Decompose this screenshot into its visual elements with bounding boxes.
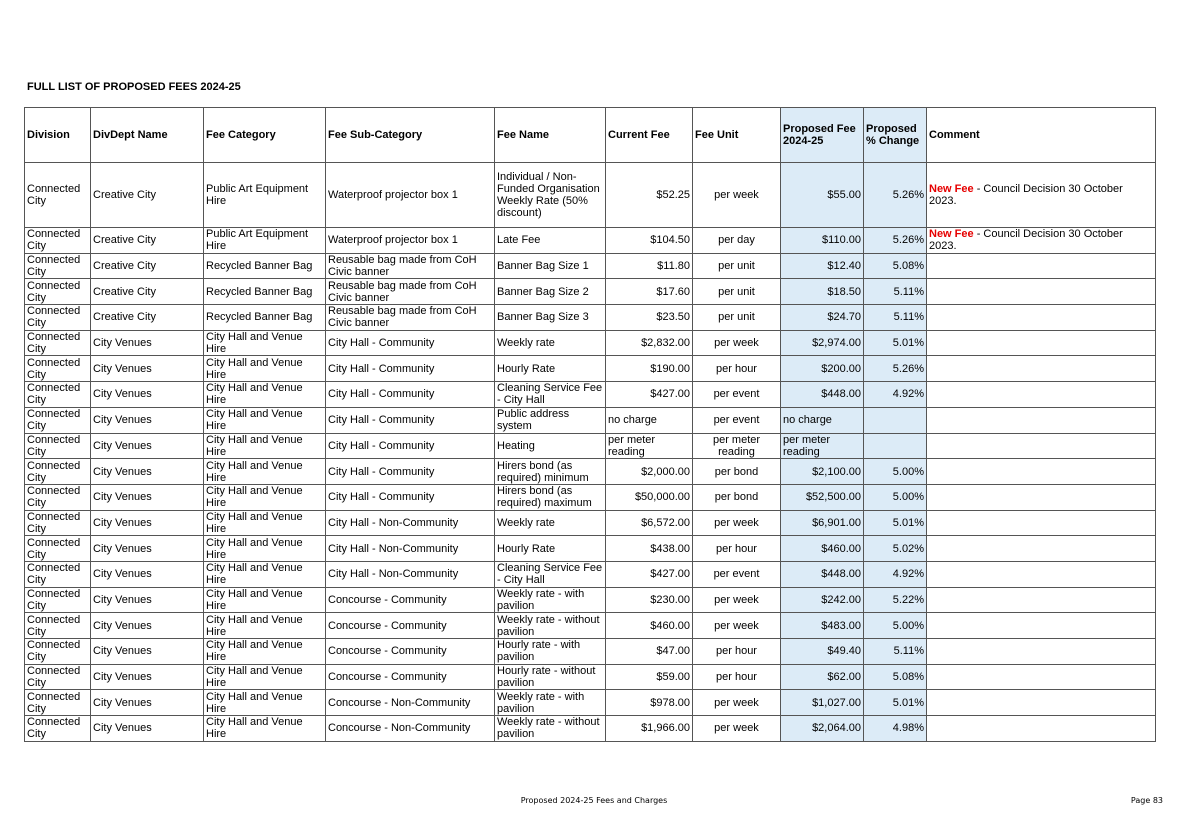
cell-fee-name: Weekly rate xyxy=(495,510,606,536)
cell-fee-unit: per bond xyxy=(693,459,781,485)
cell-proposed-fee: $483.00 xyxy=(781,613,864,639)
cell-comment xyxy=(927,536,1156,562)
cell-division: Connected City xyxy=(25,330,91,356)
table-row xyxy=(25,163,1156,228)
cell-percent-change xyxy=(864,433,927,459)
cell-subcategory: City Hall - Community xyxy=(326,459,495,485)
cell-comment xyxy=(927,253,1156,279)
cell-fee-unit: per week xyxy=(693,716,781,742)
cell-current-fee: $460.00 xyxy=(606,613,693,639)
cell-fee-unit: per event xyxy=(693,407,781,433)
cell-percent-change: 5.11% xyxy=(864,279,927,305)
header-subcategory: Fee Sub-Category xyxy=(326,108,495,163)
cell-category: City Hall and Venue Hire xyxy=(204,510,326,536)
header-divdept: DivDept Name xyxy=(91,108,204,163)
cell-proposed-fee: $200.00 xyxy=(781,356,864,382)
cell-percent-change: 5.00% xyxy=(864,459,927,485)
cell-subcategory: City Hall - Community xyxy=(326,407,495,433)
cell-category: City Hall and Venue Hire xyxy=(204,639,326,665)
cell-fee-name: Banner Bag Size 2 xyxy=(495,279,606,305)
cell-divdept: Creative City xyxy=(91,305,204,331)
cell-division: Connected City xyxy=(25,561,91,587)
cell-current-fee: $17.60 xyxy=(606,279,693,305)
header-category: Fee Category xyxy=(204,108,326,163)
cell-fee-name: Heating xyxy=(495,433,606,459)
cell-fee-name: Weekly rate - with pavilion xyxy=(495,690,606,716)
cell-subcategory: City Hall - Community xyxy=(326,433,495,459)
cell-category: City Hall and Venue Hire xyxy=(204,664,326,690)
cell-comment xyxy=(927,510,1156,536)
table-row xyxy=(25,407,1156,433)
cell-subcategory: City Hall - Community xyxy=(326,330,495,356)
cell-comment xyxy=(927,716,1156,742)
cell-subcategory: Concourse - Community xyxy=(326,664,495,690)
table-row xyxy=(25,639,1156,665)
cell-subcategory: Concourse - Non-Community xyxy=(326,716,495,742)
cell-current-fee: $104.50 xyxy=(606,228,693,254)
cell-category: Recycled Banner Bag xyxy=(204,305,326,331)
cell-fee-name: Hourly Rate xyxy=(495,536,606,562)
table-row xyxy=(25,690,1156,716)
cell-divdept: Creative City xyxy=(91,228,204,254)
cell-current-fee: $978.00 xyxy=(606,690,693,716)
cell-subcategory: Concourse - Community xyxy=(326,639,495,665)
cell-subcategory: City Hall - Community xyxy=(326,484,495,510)
cell-divdept: City Venues xyxy=(91,664,204,690)
cell-fee-name: Late Fee xyxy=(495,228,606,254)
cell-proposed-fee: $24.70 xyxy=(781,305,864,331)
cell-current-fee: per meter reading xyxy=(606,433,693,459)
new-fee-label: New Fee xyxy=(929,183,974,195)
table-row xyxy=(25,305,1156,331)
cell-subcategory: Reusable bag made from CoH Civic banner xyxy=(326,279,495,305)
cell-divdept: City Venues xyxy=(91,382,204,408)
cell-percent-change: 5.08% xyxy=(864,253,927,279)
cell-divdept: City Venues xyxy=(91,433,204,459)
cell-current-fee: $47.00 xyxy=(606,639,693,665)
cell-category: Public Art Equipment Hire xyxy=(204,163,326,228)
cell-percent-change: 5.00% xyxy=(864,484,927,510)
cell-fee-name: Hirers bond (as required) maximum xyxy=(495,484,606,510)
comment-text: - Council Decision 30 October 2023. xyxy=(929,183,1123,207)
cell-comment xyxy=(927,356,1156,382)
cell-current-fee: $52.25 xyxy=(606,163,693,228)
cell-division: Connected City xyxy=(25,228,91,254)
cell-fee-unit: per unit xyxy=(693,305,781,331)
cell-comment xyxy=(927,613,1156,639)
cell-fee-unit: per hour xyxy=(693,536,781,562)
cell-fee-name: Cleaning Service Fee - City Hall xyxy=(495,382,606,408)
table-row xyxy=(25,716,1156,742)
cell-current-fee: $438.00 xyxy=(606,536,693,562)
cell-percent-change: 5.01% xyxy=(864,330,927,356)
cell-fee-name: Cleaning Service Fee - City Hall xyxy=(495,561,606,587)
cell-proposed-fee: $18.50 xyxy=(781,279,864,305)
cell-proposed-fee: $242.00 xyxy=(781,587,864,613)
cell-category: City Hall and Venue Hire xyxy=(204,561,326,587)
table-row xyxy=(25,330,1156,356)
cell-fee-unit: per unit xyxy=(693,253,781,279)
cell-fee-name: Banner Bag Size 1 xyxy=(495,253,606,279)
cell-proposed-fee: $2,100.00 xyxy=(781,459,864,485)
cell-division: Connected City xyxy=(25,382,91,408)
cell-subcategory: Concourse - Community xyxy=(326,613,495,639)
cell-fee-unit: per event xyxy=(693,382,781,408)
table-row xyxy=(25,587,1156,613)
cell-comment xyxy=(927,163,1156,228)
table-row xyxy=(25,356,1156,382)
cell-percent-change: 5.26% xyxy=(864,356,927,382)
cell-proposed-fee: $6,901.00 xyxy=(781,510,864,536)
cell-category: City Hall and Venue Hire xyxy=(204,587,326,613)
header-proposed-fee: Proposed Fee 2024-25 xyxy=(781,108,864,163)
cell-category: Public Art Equipment Hire xyxy=(204,228,326,254)
fees-table-body xyxy=(25,163,1156,742)
cell-category: City Hall and Venue Hire xyxy=(204,459,326,485)
cell-division: Connected City xyxy=(25,664,91,690)
cell-current-fee: $11.80 xyxy=(606,253,693,279)
cell-fee-unit: per day xyxy=(693,228,781,254)
cell-divdept: Creative City xyxy=(91,163,204,228)
table-row xyxy=(25,382,1156,408)
page-number: Page 83 xyxy=(1130,796,1163,805)
cell-divdept: City Venues xyxy=(91,330,204,356)
cell-divdept: Creative City xyxy=(91,279,204,305)
cell-percent-change: 5.26% xyxy=(864,228,927,254)
cell-subcategory: City Hall - Non-Community xyxy=(326,536,495,562)
table-row xyxy=(25,613,1156,639)
cell-fee-unit: per unit xyxy=(693,279,781,305)
cell-comment xyxy=(927,664,1156,690)
cell-percent-change: 4.92% xyxy=(864,561,927,587)
cell-percent-change: 5.01% xyxy=(864,510,927,536)
cell-percent-change: 5.08% xyxy=(864,664,927,690)
cell-current-fee: $2,000.00 xyxy=(606,459,693,485)
cell-division: Connected City xyxy=(25,163,91,228)
table-row xyxy=(25,664,1156,690)
cell-subcategory: Concourse - Community xyxy=(326,587,495,613)
page-title: FULL LIST OF PROPOSED FEES 2024-25 xyxy=(27,81,241,93)
cell-comment xyxy=(927,330,1156,356)
cell-category: City Hall and Venue Hire xyxy=(204,536,326,562)
cell-comment xyxy=(927,639,1156,665)
cell-divdept: City Venues xyxy=(91,536,204,562)
cell-proposed-fee: $460.00 xyxy=(781,536,864,562)
cell-current-fee: $6,572.00 xyxy=(606,510,693,536)
cell-current-fee: $230.00 xyxy=(606,587,693,613)
cell-divdept: City Venues xyxy=(91,510,204,536)
cell-subcategory: Waterproof projector box 1 xyxy=(326,163,495,228)
comment-text: - Council Decision 30 October 2023. xyxy=(929,228,1123,253)
cell-fee-name: Hourly Rate xyxy=(495,356,606,382)
cell-fee-name: Public address system xyxy=(495,407,606,433)
cell-category: City Hall and Venue Hire xyxy=(204,690,326,716)
cell-percent-change: 5.00% xyxy=(864,613,927,639)
header-division: Division xyxy=(25,108,91,163)
cell-divdept: Creative City xyxy=(91,253,204,279)
cell-fee-name: Hourly rate - with pavilion xyxy=(495,639,606,665)
table-row xyxy=(25,561,1156,587)
cell-category: City Hall and Venue Hire xyxy=(204,356,326,382)
cell-divdept: City Venues xyxy=(91,587,204,613)
cell-proposed-fee: $12.40 xyxy=(781,253,864,279)
cell-current-fee: no charge xyxy=(606,407,693,433)
cell-comment xyxy=(927,484,1156,510)
cell-category: City Hall and Venue Hire xyxy=(204,433,326,459)
cell-division: Connected City xyxy=(25,433,91,459)
table-row xyxy=(25,279,1156,305)
cell-category: City Hall and Venue Hire xyxy=(204,716,326,742)
cell-fee-unit: per hour xyxy=(693,664,781,690)
cell-subcategory: Concourse - Non-Community xyxy=(326,690,495,716)
cell-fee-unit: per hour xyxy=(693,639,781,665)
cell-division: Connected City xyxy=(25,279,91,305)
cell-division: Connected City xyxy=(25,407,91,433)
cell-comment xyxy=(927,228,1156,254)
cell-division: Connected City xyxy=(25,510,91,536)
cell-fee-name: Weekly rate xyxy=(495,330,606,356)
cell-category: City Hall and Venue Hire xyxy=(204,382,326,408)
cell-comment xyxy=(927,279,1156,305)
cell-proposed-fee: $2,974.00 xyxy=(781,330,864,356)
cell-current-fee: $59.00 xyxy=(606,664,693,690)
cell-divdept: City Venues xyxy=(91,459,204,485)
cell-divdept: City Venues xyxy=(91,407,204,433)
cell-division: Connected City xyxy=(25,484,91,510)
footer-title: Proposed 2024-25 Fees and Charges xyxy=(520,796,668,805)
cell-divdept: City Venues xyxy=(91,716,204,742)
cell-category: City Hall and Venue Hire xyxy=(204,484,326,510)
cell-division: Connected City xyxy=(25,587,91,613)
cell-comment xyxy=(927,407,1156,433)
cell-fee-unit: per week xyxy=(693,690,781,716)
cell-proposed-fee: $1,027.00 xyxy=(781,690,864,716)
header-current-fee: Current Fee xyxy=(606,108,693,163)
cell-fee-name: Weekly rate - with pavilion xyxy=(495,587,606,613)
table-row xyxy=(25,536,1156,562)
cell-fee-name: Hirers bond (as required) minimum xyxy=(495,459,606,485)
table-row xyxy=(25,433,1156,459)
cell-divdept: City Venues xyxy=(91,356,204,382)
cell-fee-unit: per week xyxy=(693,330,781,356)
cell-comment xyxy=(927,305,1156,331)
table-row xyxy=(25,228,1156,254)
cell-fee-name: Hourly rate - without pavilion xyxy=(495,664,606,690)
cell-fee-unit: per bond xyxy=(693,484,781,510)
cell-percent-change xyxy=(864,407,927,433)
cell-current-fee: $190.00 xyxy=(606,356,693,382)
cell-fee-name: Individual / Non-Funded Organisation Weekly Rate (50% discount) xyxy=(495,163,606,228)
cell-division: Connected City xyxy=(25,536,91,562)
header-fee-unit: Fee Unit xyxy=(693,108,781,163)
cell-divdept: City Venues xyxy=(91,690,204,716)
cell-category: City Hall and Venue Hire xyxy=(204,613,326,639)
cell-current-fee: $50,000.00 xyxy=(606,484,693,510)
cell-current-fee: $427.00 xyxy=(606,561,693,587)
cell-fee-unit: per meter reading xyxy=(693,433,781,459)
cell-fee-name: Banner Bag Size 3 xyxy=(495,305,606,331)
cell-division: Connected City xyxy=(25,305,91,331)
cell-division: Connected City xyxy=(25,613,91,639)
cell-percent-change: 4.98% xyxy=(864,716,927,742)
cell-current-fee: $1,966.00 xyxy=(606,716,693,742)
cell-fee-unit: per hour xyxy=(693,356,781,382)
cell-division: Connected City xyxy=(25,639,91,665)
cell-fee-unit: per week xyxy=(693,163,781,228)
cell-comment xyxy=(927,690,1156,716)
cell-percent-change: 5.11% xyxy=(864,639,927,665)
header-row xyxy=(25,108,1156,163)
cell-fee-name: Weekly rate - without pavilion xyxy=(495,613,606,639)
cell-subcategory: City Hall - Community xyxy=(326,356,495,382)
cell-percent-change: 4.92% xyxy=(864,382,927,408)
cell-divdept: City Venues xyxy=(91,639,204,665)
cell-proposed-fee: $2,064.00 xyxy=(781,716,864,742)
cell-proposed-fee: $52,500.00 xyxy=(781,484,864,510)
cell-fee-unit: per week xyxy=(693,510,781,536)
cell-subcategory: City Hall - Non-Community xyxy=(326,510,495,536)
cell-category: Recycled Banner Bag xyxy=(204,279,326,305)
header-percent-change: Proposed % Change xyxy=(864,108,927,163)
fees-table xyxy=(24,107,1156,742)
new-fee-label: New Fee xyxy=(929,228,974,241)
cell-comment xyxy=(927,433,1156,459)
cell-subcategory: Waterproof projector box 1 xyxy=(326,228,495,254)
cell-proposed-fee: $49.40 xyxy=(781,639,864,665)
cell-category: City Hall and Venue Hire xyxy=(204,407,326,433)
cell-subcategory: City Hall - Non-Community xyxy=(326,561,495,587)
cell-comment xyxy=(927,587,1156,613)
cell-percent-change: 5.11% xyxy=(864,305,927,331)
cell-fee-unit: per week xyxy=(693,613,781,639)
cell-current-fee: $427.00 xyxy=(606,382,693,408)
cell-proposed-fee: $62.00 xyxy=(781,664,864,690)
cell-division: Connected City xyxy=(25,690,91,716)
cell-proposed-fee: $448.00 xyxy=(781,561,864,587)
cell-proposed-fee: $448.00 xyxy=(781,382,864,408)
cell-comment xyxy=(927,382,1156,408)
cell-divdept: City Venues xyxy=(91,484,204,510)
cell-fee-unit: per event xyxy=(693,561,781,587)
cell-division: Connected City xyxy=(25,716,91,742)
cell-percent-change: 5.22% xyxy=(864,587,927,613)
cell-comment xyxy=(927,459,1156,485)
cell-subcategory: Reusable bag made from CoH Civic banner xyxy=(326,305,495,331)
cell-current-fee: $2,832.00 xyxy=(606,330,693,356)
cell-divdept: City Venues xyxy=(91,613,204,639)
cell-category: City Hall and Venue Hire xyxy=(204,330,326,356)
cell-division: Connected City xyxy=(25,253,91,279)
cell-proposed-fee: $55.00 xyxy=(781,163,864,228)
cell-fee-name: Weekly rate - without pavilion xyxy=(495,716,606,742)
cell-proposed-fee: per meter reading xyxy=(781,433,864,459)
cell-fee-unit: per week xyxy=(693,587,781,613)
cell-proposed-fee: $110.00 xyxy=(781,228,864,254)
cell-division: Connected City xyxy=(25,356,91,382)
cell-divdept: City Venues xyxy=(91,561,204,587)
table-row xyxy=(25,459,1156,485)
header-fee-name: Fee Name xyxy=(495,108,606,163)
cell-comment xyxy=(927,561,1156,587)
cell-percent-change: 5.02% xyxy=(864,536,927,562)
cell-division: Connected City xyxy=(25,459,91,485)
cell-category: Recycled Banner Bag xyxy=(204,253,326,279)
cell-current-fee: $23.50 xyxy=(606,305,693,331)
table-row xyxy=(25,253,1156,279)
cell-subcategory: City Hall - Community xyxy=(326,382,495,408)
table-row xyxy=(25,484,1156,510)
table-row xyxy=(25,510,1156,536)
cell-percent-change: 5.26% xyxy=(864,163,927,228)
cell-proposed-fee: no charge xyxy=(781,407,864,433)
header-comment: Comment xyxy=(927,108,1156,163)
cell-subcategory: Reusable bag made from CoH Civic banner xyxy=(326,253,495,279)
cell-percent-change: 5.01% xyxy=(864,690,927,716)
